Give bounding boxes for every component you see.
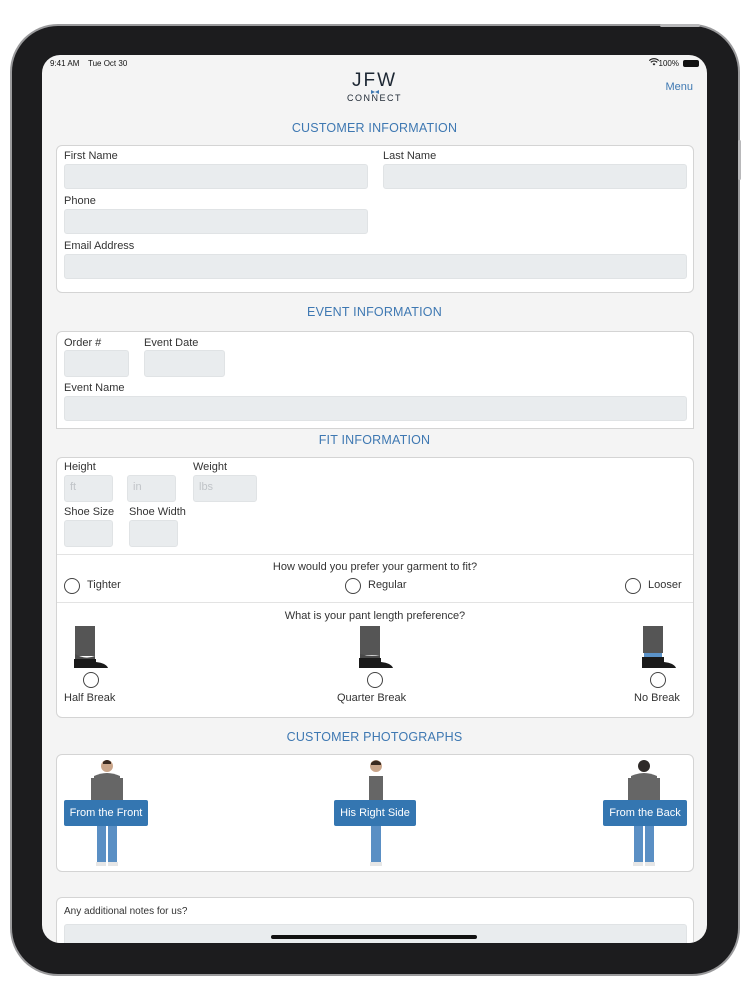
phone-label: Phone <box>64 195 96 207</box>
photos-section-title: CUSTOMER PHOTOGRAPHS <box>286 730 463 744</box>
height-feet-input[interactable]: ft <box>64 475 113 502</box>
phone-input[interactable] <box>64 209 368 234</box>
event-date-label: Event Date <box>144 337 199 349</box>
height-label: Height <box>64 461 96 473</box>
no-break-radio[interactable] <box>650 672 666 688</box>
status-time: 9:41 AM <box>50 59 80 68</box>
shoe-size-input[interactable] <box>64 520 113 547</box>
customer-section-title: CUSTOMER INFORMATION <box>291 121 458 135</box>
event-name-label: Event Name <box>64 382 125 394</box>
photo-back-button[interactable]: From the Back <box>603 800 687 826</box>
notes-input[interactable] <box>64 924 687 943</box>
photo-right-side-button[interactable]: His Right Side <box>334 800 416 826</box>
power-button <box>660 24 700 27</box>
battery-icon <box>683 60 699 67</box>
half-break-label: Half Break <box>64 692 116 704</box>
fit-question: How would you prefer your garment to fit? <box>272 561 478 573</box>
fit-looser-label: Looser <box>648 579 682 591</box>
event-name-input[interactable] <box>64 396 687 421</box>
order-number-label: Order # <box>64 337 102 349</box>
divider <box>57 554 693 555</box>
wifi-icon <box>649 58 659 68</box>
notes-label: Any additional notes for us? <box>64 906 188 917</box>
height-inches-input[interactable]: in <box>127 475 176 502</box>
fit-regular-label: Regular <box>368 579 407 591</box>
fit-tighter-label: Tighter <box>87 579 121 591</box>
menu-button[interactable]: Menu <box>665 81 693 93</box>
last-name-input[interactable] <box>383 164 687 189</box>
divider <box>57 602 693 603</box>
weight-label: Weight <box>193 461 228 473</box>
app-screen <box>42 55 707 943</box>
fit-card <box>56 457 694 718</box>
last-name-label: Last Name <box>383 150 437 162</box>
logo-subtitle: CONNECT <box>347 93 402 103</box>
event-section-title: EVENT INFORMATION <box>307 305 442 319</box>
fit-looser-radio[interactable] <box>625 578 641 594</box>
weight-input[interactable]: lbs <box>193 475 257 502</box>
customer-card <box>56 145 694 293</box>
event-date-input[interactable] <box>144 350 225 377</box>
fit-tighter-radio[interactable] <box>64 578 80 594</box>
email-input[interactable] <box>64 254 687 279</box>
order-number-input[interactable] <box>64 350 129 377</box>
home-indicator[interactable] <box>271 935 477 939</box>
half-break-radio[interactable] <box>83 672 99 688</box>
volume-button <box>738 140 741 180</box>
quarter-break-radio[interactable] <box>367 672 383 688</box>
no-break-label: No Break <box>634 692 680 704</box>
fit-regular-radio[interactable] <box>345 578 361 594</box>
logo-title: JFW <box>351 70 398 91</box>
no-break-pant-icon <box>639 626 679 670</box>
battery-percent: 100% <box>658 59 679 68</box>
shoe-width-label: Shoe Width <box>129 506 186 518</box>
status-date: Tue Oct 30 <box>88 59 128 68</box>
shoe-width-input[interactable] <box>129 520 178 547</box>
photos-card <box>56 754 694 872</box>
half-break-pant-icon <box>71 626 111 670</box>
photo-front-button[interactable]: From the Front <box>64 800 148 826</box>
first-name-input[interactable] <box>64 164 368 189</box>
email-label: Email Address <box>64 240 135 252</box>
quarter-break-label: Quarter Break <box>337 692 407 704</box>
shoe-size-label: Shoe Size <box>64 506 115 518</box>
fit-section-title: FIT INFORMATION <box>318 433 431 447</box>
pant-length-question: What is your pant length preference? <box>284 610 466 622</box>
event-card <box>56 331 694 429</box>
first-name-label: First Name <box>64 150 118 162</box>
quarter-break-pant-icon <box>356 626 396 670</box>
